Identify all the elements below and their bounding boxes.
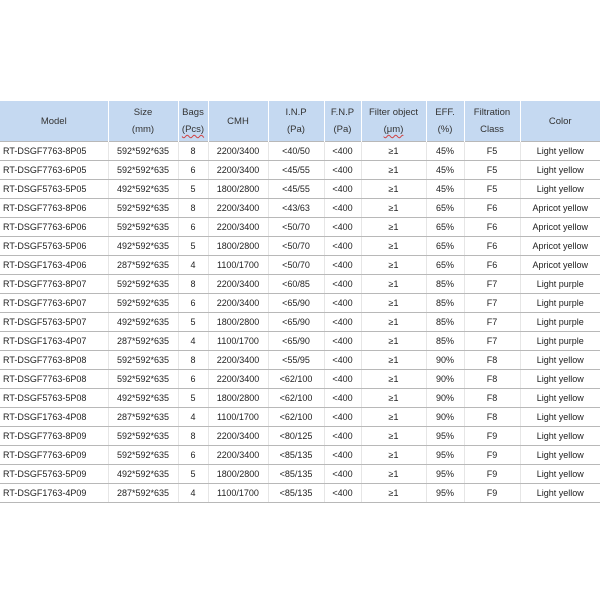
cell-filtration-class: F5 — [464, 142, 520, 161]
cell-bags: 5 — [178, 237, 208, 256]
cell-color: Light purple — [520, 294, 600, 313]
cell-fnp: <400 — [324, 389, 361, 408]
cell-model: RT-DSGF5763-5P07 — [0, 313, 108, 332]
table-header — [0, 101, 600, 142]
cell-fnp: <400 — [324, 218, 361, 237]
cell-filter-object: ≥1 — [361, 408, 426, 427]
cell-color: Light purple — [520, 313, 600, 332]
table-row — [0, 408, 600, 427]
cell-size: 287*592*635 — [108, 408, 178, 427]
cell-eff: 65% — [426, 199, 464, 218]
cell-cmh: 1800/2800 — [208, 465, 268, 484]
cell-eff: 65% — [426, 218, 464, 237]
cell-cmh: 2200/3400 — [208, 161, 268, 180]
cell-filter-object: ≥1 — [361, 199, 426, 218]
cell-size: 592*592*635 — [108, 142, 178, 161]
cell-filter-object: ≥1 — [361, 313, 426, 332]
cell-cmh: 2200/3400 — [208, 275, 268, 294]
cell-model: RT-DSGF7763-6P08 — [0, 370, 108, 389]
cell-eff: 95% — [426, 465, 464, 484]
cell-cmh: 1800/2800 — [208, 180, 268, 199]
cell-size: 592*592*635 — [108, 199, 178, 218]
cell-filtration-class: F6 — [464, 218, 520, 237]
cell-cmh: 2200/3400 — [208, 370, 268, 389]
table-row — [0, 370, 600, 389]
cell-model: RT-DSGF7763-6P09 — [0, 446, 108, 465]
cell-inp: <55/95 — [268, 351, 324, 370]
header-color-label: Color — [548, 115, 572, 127]
cell-eff: 95% — [426, 427, 464, 446]
cell-filter-object: ≥1 — [361, 351, 426, 370]
header-eff-label: EFF. — [435, 107, 455, 118]
cell-inp: <65/90 — [268, 313, 324, 332]
cell-filtration-class: F8 — [464, 408, 520, 427]
cell-cmh: 1100/1700 — [208, 256, 268, 275]
cell-filter-object: ≥1 — [361, 465, 426, 484]
cell-fnp: <400 — [324, 237, 361, 256]
cell-inp: <85/135 — [268, 465, 324, 484]
cell-size: 492*592*635 — [108, 389, 178, 408]
cell-model: RT-DSGF7763-8P08 — [0, 351, 108, 370]
cell-color: Light purple — [520, 332, 600, 351]
cell-cmh: 2200/3400 — [208, 294, 268, 313]
cell-filter-object: ≥1 — [361, 427, 426, 446]
cell-model: RT-DSGF7763-6P05 — [0, 161, 108, 180]
table-row — [0, 427, 600, 446]
cell-filtration-class: F8 — [464, 389, 520, 408]
cell-inp: <62/100 — [268, 370, 324, 389]
cell-color: Apricot yellow — [520, 218, 600, 237]
cell-eff: 95% — [426, 446, 464, 465]
cell-model: RT-DSGF5763-5P06 — [0, 237, 108, 256]
cell-filtration-class: F7 — [464, 294, 520, 313]
cell-model: RT-DSGF1763-4P06 — [0, 256, 108, 275]
cell-eff: 45% — [426, 180, 464, 199]
cell-color: Light yellow — [520, 180, 600, 199]
cell-bags: 8 — [178, 427, 208, 446]
cell-fnp: <400 — [324, 427, 361, 446]
cell-bags: 8 — [178, 199, 208, 218]
cell-inp: <65/90 — [268, 294, 324, 313]
table-row — [0, 199, 600, 218]
cell-fnp: <400 — [324, 370, 361, 389]
table-body — [0, 142, 600, 503]
cell-bags: 5 — [178, 389, 208, 408]
cell-color: Light yellow — [520, 427, 600, 446]
cell-inp: <43/63 — [268, 199, 324, 218]
cell-filtration-class: F5 — [464, 180, 520, 199]
header-eff-unit: (%) — [437, 124, 453, 135]
cell-inp: <50/70 — [268, 256, 324, 275]
cell-inp: <60/85 — [268, 275, 324, 294]
cell-eff: 45% — [426, 161, 464, 180]
cell-inp: <85/135 — [268, 446, 324, 465]
cell-bags: 8 — [178, 275, 208, 294]
cell-filter-object: ≥1 — [361, 370, 426, 389]
cell-filter-object: ≥1 — [361, 446, 426, 465]
table-row — [0, 142, 600, 161]
cell-model: RT-DSGF7763-8P09 — [0, 427, 108, 446]
cell-eff: 65% — [426, 237, 464, 256]
cell-filtration-class: F7 — [464, 332, 520, 351]
table-row — [0, 218, 600, 237]
cell-color: Light yellow — [520, 446, 600, 465]
cell-bags: 6 — [178, 161, 208, 180]
cell-bags: 4 — [178, 408, 208, 427]
cell-cmh: 2200/3400 — [208, 218, 268, 237]
table-row — [0, 256, 600, 275]
header-cmh — [208, 101, 268, 142]
cell-color: Light yellow — [520, 370, 600, 389]
cell-model: RT-DSGF5763-5P05 — [0, 180, 108, 199]
cell-fnp: <400 — [324, 408, 361, 427]
cell-color: Light yellow — [520, 465, 600, 484]
cell-size: 592*592*635 — [108, 275, 178, 294]
cell-filter-object: ≥1 — [361, 256, 426, 275]
cell-filtration-class: F8 — [464, 370, 520, 389]
cell-bags: 6 — [178, 370, 208, 389]
table-row — [0, 465, 600, 484]
cell-filter-object: ≥1 — [361, 237, 426, 256]
cell-inp: <62/100 — [268, 389, 324, 408]
header-inp-unit: (Pa) — [287, 124, 305, 135]
cell-filtration-class: F9 — [464, 465, 520, 484]
cell-size: 287*592*635 — [108, 332, 178, 351]
cell-model: RT-DSGF5763-5P08 — [0, 389, 108, 408]
cell-filter-object: ≥1 — [361, 161, 426, 180]
cell-cmh: 2200/3400 — [208, 142, 268, 161]
cell-size: 592*592*635 — [108, 427, 178, 446]
cell-model: RT-DSGF7763-8P07 — [0, 275, 108, 294]
cell-filter-object: ≥1 — [361, 180, 426, 199]
cell-eff: 85% — [426, 294, 464, 313]
cell-model: RT-DSGF1763-4P08 — [0, 408, 108, 427]
cell-color: Apricot yellow — [520, 256, 600, 275]
cell-filter-object: ≥1 — [361, 389, 426, 408]
cell-fnp: <400 — [324, 180, 361, 199]
cell-inp: <45/55 — [268, 180, 324, 199]
cell-color: Light yellow — [520, 408, 600, 427]
cell-cmh: 1100/1700 — [208, 408, 268, 427]
cell-model: RT-DSGF5763-5P09 — [0, 465, 108, 484]
cell-inp: <62/100 — [268, 408, 324, 427]
header-bags — [178, 101, 208, 142]
cell-filtration-class: F7 — [464, 275, 520, 294]
header-color — [520, 101, 600, 142]
cell-model: RT-DSGF1763-4P07 — [0, 332, 108, 351]
cell-cmh: 1800/2800 — [208, 389, 268, 408]
header-bags-label: Bags — [182, 107, 204, 118]
cell-size: 287*592*635 — [108, 256, 178, 275]
cell-filtration-class: F7 — [464, 313, 520, 332]
header-size — [108, 101, 178, 142]
table-row — [0, 332, 600, 351]
header-eff — [426, 101, 464, 142]
cell-bags: 4 — [178, 256, 208, 275]
header-inp-label: I.N.P — [285, 107, 307, 118]
cell-inp: <65/90 — [268, 332, 324, 351]
table-row — [0, 161, 600, 180]
cell-color: Light yellow — [520, 484, 600, 503]
cell-size: 592*592*635 — [108, 161, 178, 180]
cell-model: RT-DSGF7763-6P06 — [0, 218, 108, 237]
cell-filter-object: ≥1 — [361, 294, 426, 313]
cell-filtration-class: F9 — [464, 427, 520, 446]
table-row — [0, 446, 600, 465]
table-row — [0, 275, 600, 294]
cell-size: 592*592*635 — [108, 446, 178, 465]
cell-filter-object: ≥1 — [361, 275, 426, 294]
cell-eff: 90% — [426, 408, 464, 427]
cell-model: RT-DSGF7763-8P05 — [0, 142, 108, 161]
cell-eff: 95% — [426, 484, 464, 503]
cell-filtration-class: F6 — [464, 237, 520, 256]
cell-filtration-class: F9 — [464, 484, 520, 503]
cell-size: 287*592*635 — [108, 484, 178, 503]
cell-fnp: <400 — [324, 313, 361, 332]
cell-filter-object: ≥1 — [361, 142, 426, 161]
header-size-label: Size — [133, 107, 153, 118]
cell-color: Light purple — [520, 275, 600, 294]
cell-fnp: <400 — [324, 294, 361, 313]
cell-color: Light yellow — [520, 389, 600, 408]
cell-filtration-class: F5 — [464, 161, 520, 180]
cell-model: RT-DSGF1763-4P09 — [0, 484, 108, 503]
cell-model: RT-DSGF7763-6P07 — [0, 294, 108, 313]
cell-color: Apricot yellow — [520, 237, 600, 256]
cell-fnp: <400 — [324, 161, 361, 180]
cell-size: 592*592*635 — [108, 294, 178, 313]
cell-fnp: <400 — [324, 351, 361, 370]
cell-cmh: 2200/3400 — [208, 427, 268, 446]
cell-bags: 6 — [178, 446, 208, 465]
cell-color: Light yellow — [520, 161, 600, 180]
cell-filter-object: ≥1 — [361, 218, 426, 237]
filter-spec-table — [0, 101, 600, 503]
cell-fnp: <400 — [324, 142, 361, 161]
cell-filter-object: ≥1 — [361, 332, 426, 351]
header-filtration-class — [464, 101, 520, 142]
cell-inp: <45/55 — [268, 161, 324, 180]
cell-cmh: 1800/2800 — [208, 313, 268, 332]
cell-inp: <50/70 — [268, 237, 324, 256]
header-size-unit: (mm) — [131, 124, 155, 135]
header-fnp-label: F.N.P — [330, 107, 355, 118]
table-row — [0, 313, 600, 332]
cell-filtration-class: F9 — [464, 446, 520, 465]
cell-inp: <85/135 — [268, 484, 324, 503]
cell-model: RT-DSGF7763-8P06 — [0, 199, 108, 218]
cell-color: Apricot yellow — [520, 199, 600, 218]
cell-bags: 4 — [178, 484, 208, 503]
cell-size: 492*592*635 — [108, 180, 178, 199]
cell-size: 492*592*635 — [108, 313, 178, 332]
cell-bags: 5 — [178, 465, 208, 484]
cell-cmh: 1800/2800 — [208, 237, 268, 256]
header-row — [0, 101, 600, 142]
table-row — [0, 484, 600, 503]
cell-filtration-class: F8 — [464, 351, 520, 370]
cell-fnp: <400 — [324, 199, 361, 218]
header-filtration-class-label-2: Class — [480, 124, 504, 135]
cell-eff: 90% — [426, 370, 464, 389]
cell-bags: 8 — [178, 351, 208, 370]
cell-fnp: <400 — [324, 256, 361, 275]
header-filter-object-label: Filter object — [368, 107, 419, 118]
cell-size: 592*592*635 — [108, 351, 178, 370]
cell-cmh: 1100/1700 — [208, 484, 268, 503]
header-filter-object-unit: (μm) — [383, 124, 404, 135]
cell-eff: 65% — [426, 256, 464, 275]
cell-inp: <50/70 — [268, 218, 324, 237]
cell-fnp: <400 — [324, 275, 361, 294]
cell-fnp: <400 — [324, 446, 361, 465]
cell-fnp: <400 — [324, 332, 361, 351]
cell-bags: 5 — [178, 313, 208, 332]
cell-bags: 8 — [178, 142, 208, 161]
cell-eff: 85% — [426, 313, 464, 332]
cell-cmh: 2200/3400 — [208, 446, 268, 465]
cell-size: 592*592*635 — [108, 218, 178, 237]
cell-bags: 4 — [178, 332, 208, 351]
cell-cmh: 2200/3400 — [208, 199, 268, 218]
table-row — [0, 351, 600, 370]
cell-cmh: 1100/1700 — [208, 332, 268, 351]
cell-fnp: <400 — [324, 465, 361, 484]
table-row — [0, 180, 600, 199]
cell-eff: 90% — [426, 351, 464, 370]
table-row — [0, 389, 600, 408]
header-filter-object — [361, 101, 426, 142]
header-cmh-label: CMH — [227, 115, 249, 127]
cell-bags: 5 — [178, 180, 208, 199]
cell-color: Light yellow — [520, 351, 600, 370]
cell-bags: 6 — [178, 218, 208, 237]
cell-color: Light yellow — [520, 142, 600, 161]
cell-filtration-class: F6 — [464, 199, 520, 218]
header-model-label: Model — [40, 115, 67, 127]
cell-filtration-class: F6 — [464, 256, 520, 275]
cell-eff: 90% — [426, 389, 464, 408]
cell-cmh: 2200/3400 — [208, 351, 268, 370]
header-fnp — [324, 101, 361, 142]
cell-fnp: <400 — [324, 484, 361, 503]
cell-bags: 6 — [178, 294, 208, 313]
header-bags-unit: (Pcs) — [181, 124, 205, 135]
cell-eff: 85% — [426, 275, 464, 294]
header-fnp-unit: (Pa) — [333, 124, 352, 135]
table-row — [0, 237, 600, 256]
cell-inp: <40/50 — [268, 142, 324, 161]
header-inp — [268, 101, 324, 142]
cell-size: 492*592*635 — [108, 237, 178, 256]
cell-size: 492*592*635 — [108, 465, 178, 484]
cell-size: 592*592*635 — [108, 370, 178, 389]
cell-filter-object: ≥1 — [361, 484, 426, 503]
header-model — [0, 101, 108, 142]
cell-eff: 85% — [426, 332, 464, 351]
cell-eff: 45% — [426, 142, 464, 161]
header-filtration-class-label: Filtration — [473, 107, 511, 118]
table-row — [0, 294, 600, 313]
cell-inp: <80/125 — [268, 427, 324, 446]
